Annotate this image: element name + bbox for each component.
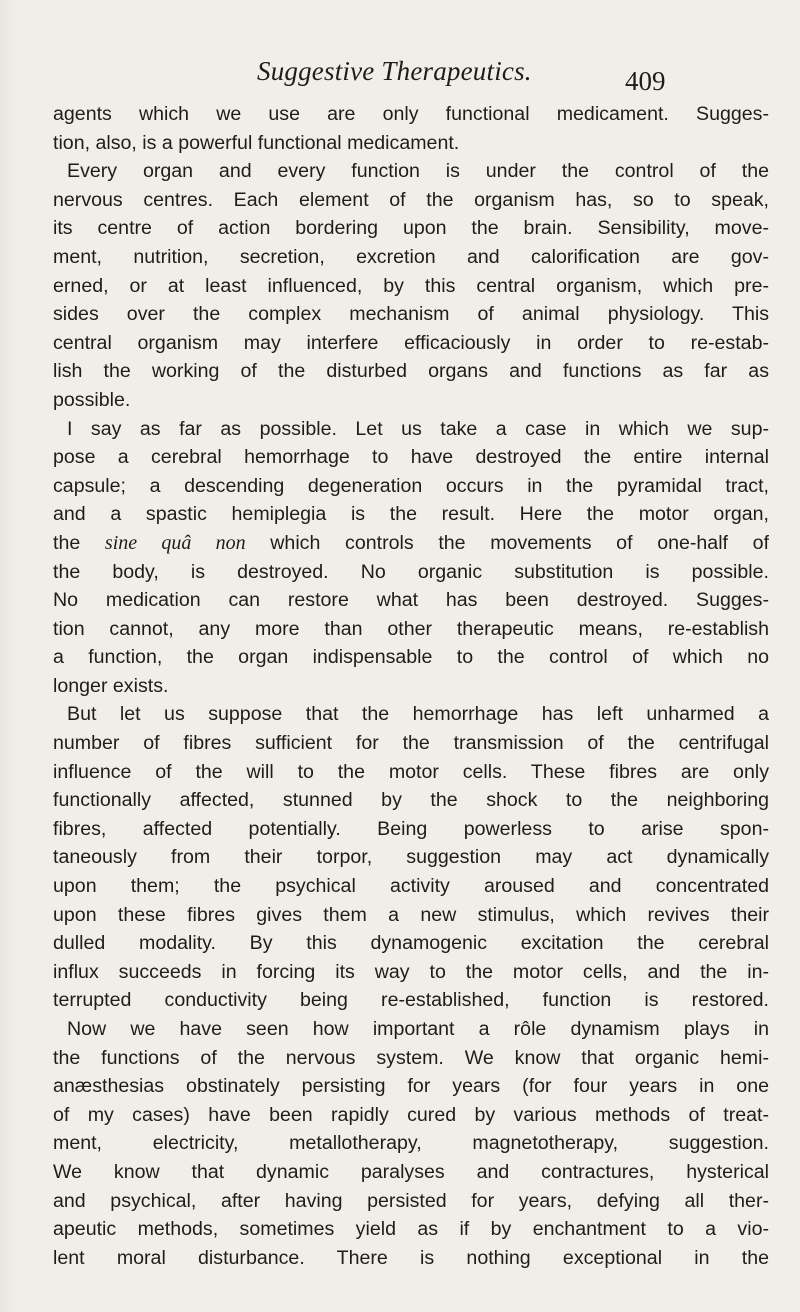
text-line: its centre of action bordering upon the brain. Sensibility, move- xyxy=(53,217,769,240)
text-line: of my cases) have been rapidly cured by various methods of treat- xyxy=(53,1103,769,1126)
text-line: the body, is destroyed. No organic substitution is possible. xyxy=(53,560,769,583)
text-line: lent moral disturbance. There is nothing exceptional in the xyxy=(53,1246,769,1269)
text-line: possible. xyxy=(53,388,131,411)
text-line: the functions of the nervous system. We know that organic hemi- xyxy=(53,1046,769,1069)
text-line: terrupted conductivity being re-established, function is restored. xyxy=(53,989,769,1012)
text-line: dulled modality. By this dynamogenic excitation the cerebral xyxy=(53,932,769,955)
text-line: longer exists. xyxy=(53,674,169,697)
text-line: a function, the organ indispensable to the control of which no xyxy=(53,646,769,669)
text-line: But let us suppose that the hemorrhage has left unharmed a xyxy=(67,703,769,726)
page-header xyxy=(0,52,800,96)
text-line: capsule; a descending degeneration occurs in the pyramidal tract, xyxy=(53,474,769,497)
text-line: lish the working of the disturbed organs and functions as far as xyxy=(53,360,769,383)
text-line: taneously from their torpor, suggestion may act dynamically xyxy=(53,846,769,869)
text-line: and a spastic hemiplegia is the result. Here the motor organ, xyxy=(53,503,769,526)
text-line: influx succeeds in forcing its way to the motor cells, and the in- xyxy=(53,960,769,983)
text-line: central organism may interfere efficaciously in order to re-estab- xyxy=(53,331,769,354)
text-line: I say as far as possible. Let us take a case in which we sup- xyxy=(67,417,769,440)
text-line: anæsthesias obstinately persisting for years (for four years in one xyxy=(53,1075,769,1098)
page-number: 409 xyxy=(625,66,666,96)
text-line: tion, also, is a powerful functional medicament. xyxy=(53,131,460,154)
text-line: fibres, affected potentially. Being powerless to arise spon- xyxy=(53,817,769,840)
text-line: functionally affected, stunned by the shock to the neighboring xyxy=(53,789,769,812)
body-text xyxy=(53,100,769,1272)
text-line: sides over the complex mechanism of animal physiology. This xyxy=(53,303,769,326)
running-title: Suggestive Therapeutics. xyxy=(257,56,532,86)
text-line: upon these fibres gives them a new stimulus, which revives their xyxy=(53,903,769,926)
text-line: tion cannot, any more than other therapeutic means, re-establish xyxy=(53,617,769,640)
text-line: apeutic methods, sometimes yield as if by enchantment to a vio- xyxy=(53,1218,769,1241)
text-line: pose a cerebral hemorrhage to have destroyed the entire internal xyxy=(53,446,769,469)
text-line: nervous centres. Each element of the organism has, so to speak, xyxy=(53,188,769,211)
text-line: influence of the will to the motor cells. These fibres are only xyxy=(53,760,769,783)
text-line-with-italic xyxy=(53,529,769,558)
text-line: and psychical, after having persisted for years, defying all ther- xyxy=(53,1189,769,1212)
text-line: ment, nutrition, secretion, excretion and calorification are gov- xyxy=(53,245,769,268)
text-line: No medication can restore what has been destroyed. Sugges- xyxy=(53,589,769,612)
text-line: Now we have seen how important a rôle dynamism plays in xyxy=(67,1018,769,1040)
text-line: Every organ and every function is under the control of the xyxy=(67,160,769,183)
text-segment: which controls the movements of one-half of xyxy=(245,531,769,554)
text-line: erned, or at least influenced, by this central organism, which pre- xyxy=(53,274,769,297)
text-line: agents which we use are only functional medicament. Sugges- xyxy=(53,103,769,125)
italic-phrase: sine quâ non xyxy=(104,531,246,554)
text-segment: the xyxy=(53,531,105,554)
text-line: number of fibres sufficient for the transmission of the centrifugal xyxy=(53,732,769,755)
text-line: ment, electricity, metallotherapy, magnetotherapy, suggestion. xyxy=(53,1132,769,1155)
text-line: We know that dynamic paralyses and contractures, hysterical xyxy=(53,1160,769,1183)
text-line: upon them; the psychical activity aroused and concentrated xyxy=(53,875,769,898)
